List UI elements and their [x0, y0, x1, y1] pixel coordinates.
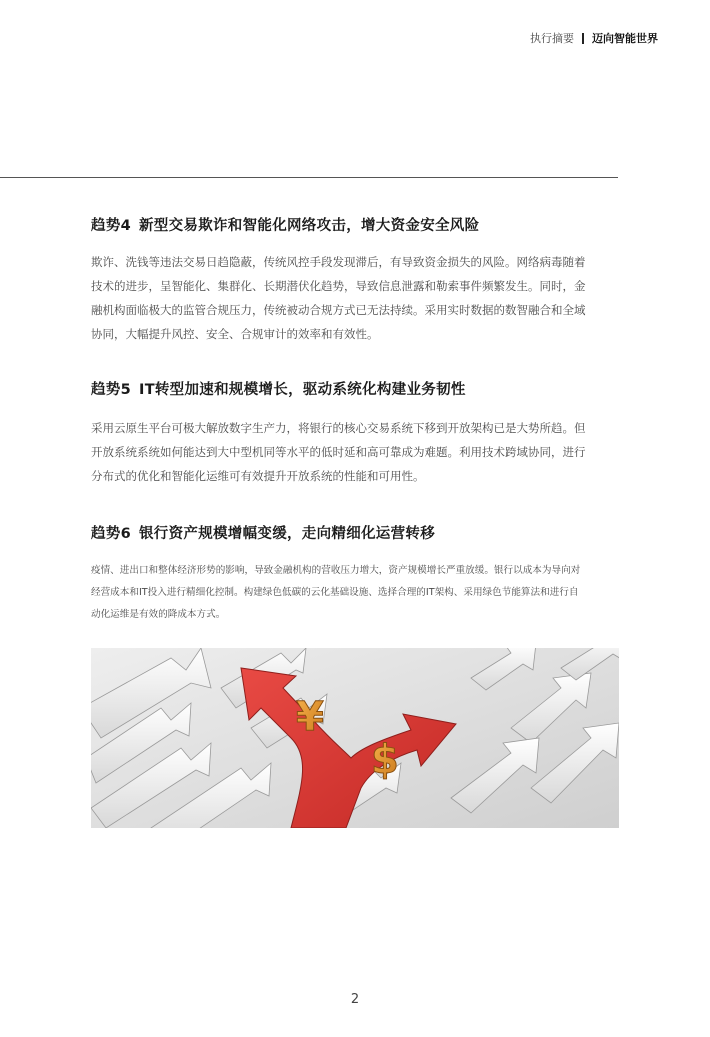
body-line: 协同，大幅提升风控、安全、合规审计的效率和有效性。 [91, 327, 379, 341]
section-heading-trend6 [91, 522, 435, 543]
section-title: IT转型加速和规模增长，驱动系统化构建业务韧性 [139, 382, 466, 398]
section-number: 趋势6 [91, 526, 131, 542]
section-title: 银行资产规模增幅变缓，走向精细化运营转移 [139, 526, 435, 542]
section-title: 新型交易欺诈和智能化网络攻击，增大资金安全风险 [139, 218, 480, 234]
section-body-trend5 [91, 416, 619, 488]
body-line: 疫情、进出口和整体经济形势的影响，导致金融机构的营收压力增大，资产规模增长严重放缓。银行以成本为导向对 [91, 565, 581, 576]
header-title: 迈向智能世界 [592, 32, 658, 45]
section-number: 趋势4 [91, 218, 131, 234]
illustration-arrows-currency [91, 648, 619, 828]
body-line: 采用云原生平台可极大解放数字生产力，将银行的核心交易系统下移到开放架构已是大势所趋。但 [91, 421, 586, 435]
section-body-trend4 [91, 250, 619, 346]
yen-icon: ¥ [296, 694, 324, 740]
body-line: 动化运维是有效的降成本方式。 [91, 609, 226, 620]
section-body-trend6 [91, 560, 619, 626]
body-line: 分布式的优化和智能化运维可有效提升开放系统的性能和可用性。 [91, 469, 425, 483]
page-number: 2 [350, 992, 360, 1007]
section-heading-trend4 [91, 214, 479, 235]
header-section: 执行摘要 [530, 32, 574, 45]
section-number: 趋势5 [91, 382, 131, 398]
body-line: 技术的进步，呈智能化、集群化、长期潜伏化趋势，导致信息泄露和勒索事件频繁发生。同时，金 [91, 279, 586, 293]
horizontal-rule [0, 177, 618, 178]
header-divider [582, 33, 584, 44]
dollar-icon: $ [371, 737, 399, 783]
body-line: 开放系统系统如何能达到大中型机同等水平的低时延和高可靠成为难题。利用技术跨域协同，进行 [91, 445, 586, 459]
body-line: 融机构面临极大的监管合规压力，传统被动合规方式已无法持续。采用实时数据的数智融合和全域 [91, 303, 586, 317]
body-line: 经营成本和IT投入进行精细化控制。构建绿色低碳的云化基础设施、选择合理的IT架构、采用绿色节能算法和进行自 [91, 587, 579, 598]
page-header [530, 30, 658, 46]
body-line: 欺诈、洗钱等违法交易日趋隐蔽，传统风控手段发现滞后，有导致资金损失的风险。网络病毒随着 [91, 255, 586, 269]
arrows-illustration [91, 648, 619, 828]
section-heading-trend5 [91, 378, 466, 399]
